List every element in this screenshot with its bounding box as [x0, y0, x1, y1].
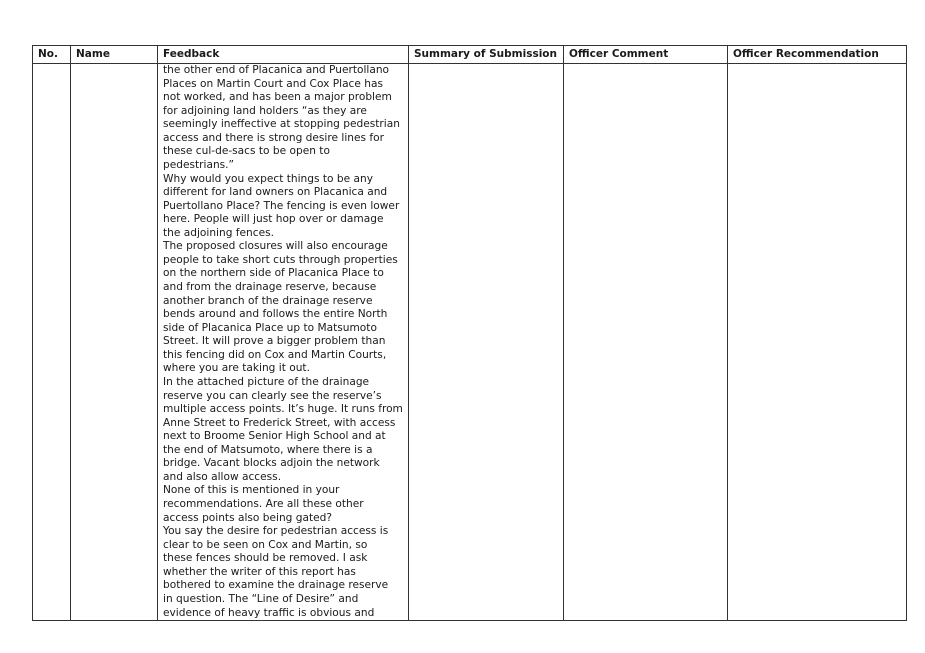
feedback-line: access and there is strong desire lines for [163, 131, 384, 144]
feedback-line: next to Broome Senior High School and at [163, 430, 386, 443]
cell-name [71, 64, 158, 621]
table-row [33, 64, 907, 621]
feedback-line: pedestrians.” [163, 158, 235, 171]
feedback-line: whether the writer of this report has [163, 565, 356, 578]
feedback-line: bridge. Vacant blocks adjoin the network [163, 457, 380, 470]
feedback-line: in question. The “Line of Desire” and [163, 592, 359, 605]
feedback-line: Street. It will prove a bigger problem than [163, 335, 386, 348]
submissions-table [32, 45, 907, 621]
feedback-line: You say the desire for pedestrian access is [163, 525, 389, 538]
feedback-line: The proposed closures will also encourage [163, 240, 388, 253]
feedback-line: In the attached picture of the drainage [163, 375, 370, 388]
feedback-line: access points also being gated? [163, 511, 332, 524]
feedback-line: None of this is mentioned in your [163, 484, 340, 497]
feedback-line: side of Placanica Place up to Matsumoto [163, 321, 377, 334]
feedback-line: evidence of heavy traffic is obvious and [163, 606, 375, 619]
feedback-line: Anne Street to Frederick Street, with access [163, 416, 396, 429]
feedback-line: Places on Martin Court and Cox Place has [163, 77, 383, 90]
feedback-line: these cul-de-sacs to be open to [163, 145, 330, 158]
feedback-line: the adjoining fences. [163, 226, 274, 239]
feedback-line: another branch of the drainage reserve [163, 294, 373, 307]
feedback-line: the other end of Placanica and Puertollano [163, 64, 390, 76]
feedback-line: where you are taking it out. [163, 362, 310, 375]
feedback-line: here. People will just hop over or damage [163, 213, 384, 226]
feedback-line: not worked, and has been a major problem [163, 91, 392, 104]
feedback-line: on the northern side of Placanica Place to [163, 267, 384, 280]
feedback-line: Puertollano Place? The fencing is even lower [163, 199, 400, 212]
feedback-line: and also allow access. [163, 470, 282, 483]
cell-officer-recommendation [728, 64, 907, 621]
feedback-line: the end of Matsumoto, where there is a [163, 443, 373, 456]
feedback-line: this fencing did on Cox and Martin Courts, [163, 348, 387, 361]
cell-no [33, 64, 71, 621]
cell-officer-comment [564, 64, 728, 621]
cell-summary [409, 64, 564, 621]
feedback-line: for adjoining land holders “as they are [163, 104, 367, 117]
header-no: No. [33, 46, 71, 64]
header-feedback: Feedback [158, 46, 409, 64]
feedback-line: clear to be seen on Cox and Martin, so [163, 538, 368, 551]
feedback-line: different for land owners on Placanica and [163, 186, 388, 199]
feedback-line: and from the drainage reserve, because [163, 281, 377, 293]
header-officer-comment: Officer Comment [564, 46, 728, 64]
feedback-line: Why would you expect things to be any [163, 172, 373, 185]
feedback-line: bends around and follows the entire North [163, 308, 388, 321]
feedback-line: recommendations. Are all these other [163, 498, 364, 510]
feedback-line: seemingly ineffective at stopping pedestrian [163, 118, 400, 131]
feedback-line: multiple access points. It’s huge. It runs from [163, 403, 403, 416]
cell-feedback [158, 64, 409, 621]
feedback-line: reserve you can clearly see the reserve’s [163, 389, 382, 402]
header-name: Name [71, 46, 158, 64]
header-summary: Summary of Submission [409, 46, 564, 64]
feedback-line: people to take short cuts through properties [163, 253, 398, 266]
feedback-line: these fences should be removed. I ask [163, 552, 368, 565]
header-officer-recommendation: Officer Recommendation [728, 46, 907, 64]
feedback-line: bothered to examine the drainage reserve [163, 579, 389, 592]
header-row [33, 46, 907, 64]
